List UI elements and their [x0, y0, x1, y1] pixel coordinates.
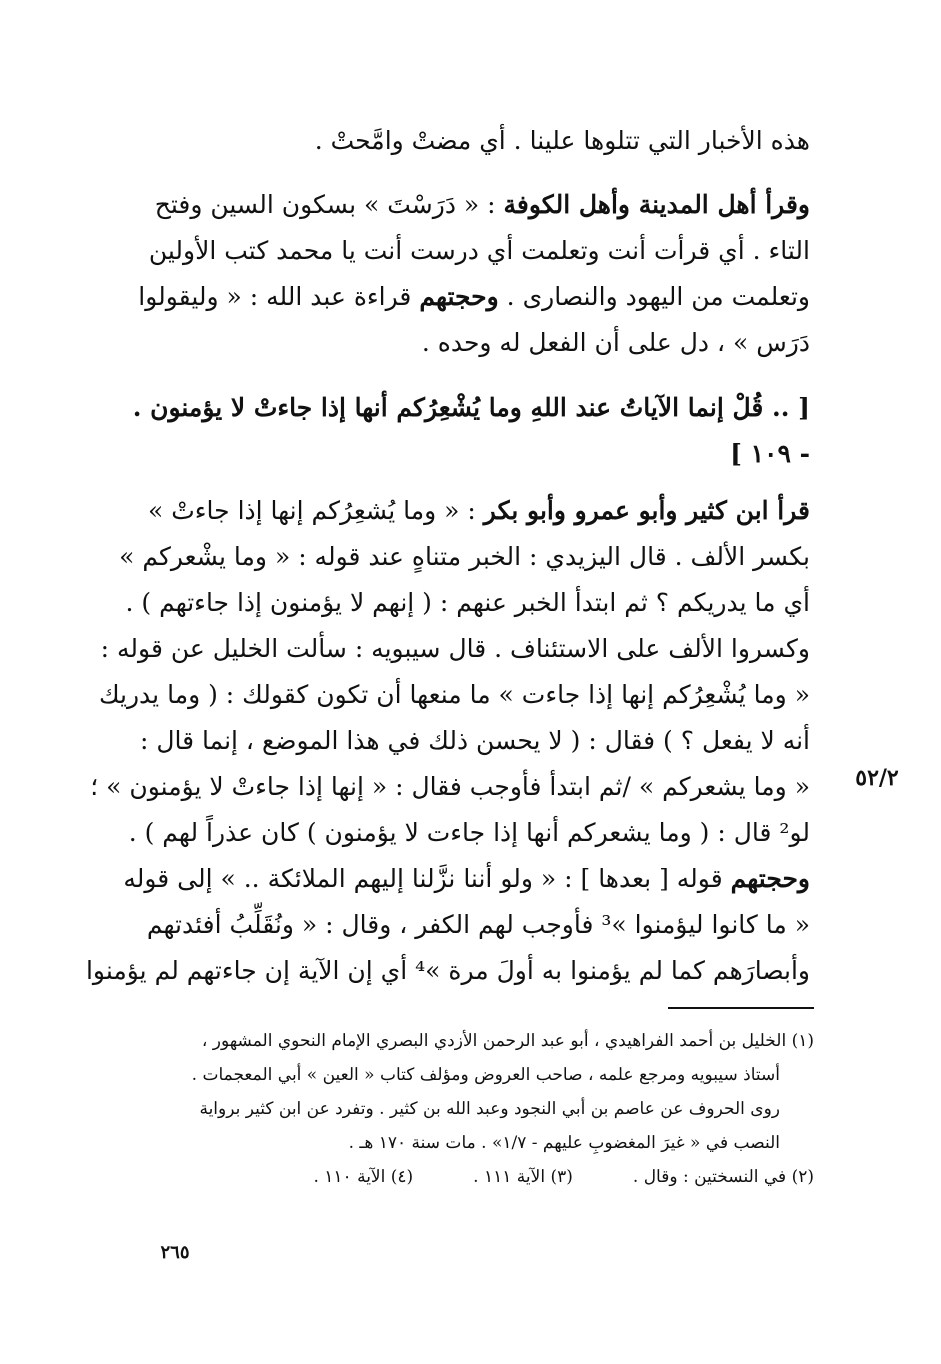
footnote-1-line: النصب في « غيرَ المغضوبِ عليهم - ١/٧» . مات سنة ١٧٠ هـ . [348, 1133, 780, 1153]
text-line: لو² قال : ( وما يشعركم أنها إذا جاءت لا يؤمنون ) كان عذراً لهم ) . [128, 818, 810, 847]
text-line: « وما يشعركم » /ثم ابتدأ فأوجب فقال : « إنها إذا جاءتْ لا يؤمنون » ؛ [90, 772, 810, 801]
footnote-1-line: أستاذ سيبويه ومرجع علمه ، صاحب العروض ومؤلف كتاب « العين » أبي المعجمات . [191, 1065, 780, 1085]
text-span: : « وما يُشعِرُكم إنها إذا جاءتْ » [148, 496, 476, 525]
text-line: التاء . أي قرأت أنت وتعلمت أي درست أنت يا محمد كتب الأولين [148, 236, 810, 265]
footnote-2: (٢) في النسختين : وقال . [632, 1167, 814, 1187]
footnote-3: (٣) الآية ١١١ . [473, 1167, 573, 1187]
text-line: دَرَس » ، دل على أن الفعل له وحده . [421, 328, 810, 357]
page-number: ٢٦٥ [160, 1242, 190, 1263]
text-line: أي ما يدريكم ؟ ثم ابتدأ الخبر عنهم : ( إنهم لا يؤمنون إذا جاءتهم ) . [125, 588, 810, 617]
bold-phrase: وحجتهم [730, 864, 810, 893]
footnote-row [150, 1160, 814, 1194]
footnote-1-line: روى الحروف عن عاصم بن أبي النجود وعبد الله بن كثير . وتفرد عن ابن كثير برواية [199, 1099, 780, 1119]
text-line: أنه لا يفعل ؟ ) فقال : ( لا يحسن ذلك في هذا الموضع ، إنما قال : [139, 726, 810, 755]
text-line [123, 856, 810, 902]
footnote-4: (٤) الآية ١١٠ . [313, 1167, 414, 1187]
bold-phrase: وقرأ أهل المدينة وأهل الكوفة [503, 190, 810, 219]
verse-number: - ١٠٩ ] [730, 439, 810, 468]
text-line [150, 488, 810, 534]
paragraph-intro [150, 118, 810, 164]
bold-phrase: وحجتهم [419, 282, 499, 311]
text-line: هذه الأخبار التي تتلوها علينا . أي مضتْ وامَّحتْ . [314, 126, 810, 155]
text-span: وتعلمت من اليهود والنصارى . [506, 282, 810, 311]
bold-phrase: قرأ ابن كثير وأبو عمرو وأبو بكر [483, 496, 810, 525]
text-line [138, 274, 810, 320]
footnotes [150, 1024, 814, 1194]
paragraph-reading-darasta [138, 182, 810, 366]
text-line: بكسر الألف . قال اليزيدي : الخبر متناهٍ عند قوله : « وما يشْعركم » [119, 542, 810, 571]
footnote-1-line: (١) الخليل بن أحمد الفراهيدي ، أبو عبد الرحمن الأزدي البصري الإمام النحوي المشهور ، [201, 1031, 814, 1051]
verse-line: [ .. قُلْ إنما الآياتُ عند اللهِ وما يُشْعِرُكم أنها إذا جاءتْ لا يؤمنون . [132, 393, 810, 422]
margin-reference: ٥٢/٢ [855, 765, 899, 791]
quran-verse [132, 385, 810, 477]
text-line: « وما يُشْعِرُكم إنها إذا جاءت » ما منعها أن تكون كقولك : ( وما يدريك [98, 680, 810, 709]
text-span: : « دَرَسْتَ » بسكون السين وفتح [154, 190, 496, 219]
text-line: « ما كانوا ليؤمنوا »³ فأوجب لهم الكفر ، وقال : « ونُقَلِّبُ أفئدتهم [146, 910, 810, 939]
footnote-divider [668, 1007, 814, 1009]
paragraph-commentary [85, 488, 810, 994]
text-line: وكسروا الألف على الاستئناف . قال سيبويه : سألت الخليل عن قوله : [100, 634, 810, 663]
text-span: قراءة عبد الله : « وليقولوا [138, 282, 412, 311]
text-span: قوله [ بعدها ] : « ولو أننا نزَّلنا إليهم الملائكة .. » إلى قوله [123, 864, 723, 893]
text-line: وأبصارَهم كما لم يؤمنوا به أولَ مرة »⁴ أي إن الآية إن جاءتهم لم يؤمنوا [85, 956, 810, 985]
text-line [150, 182, 810, 228]
